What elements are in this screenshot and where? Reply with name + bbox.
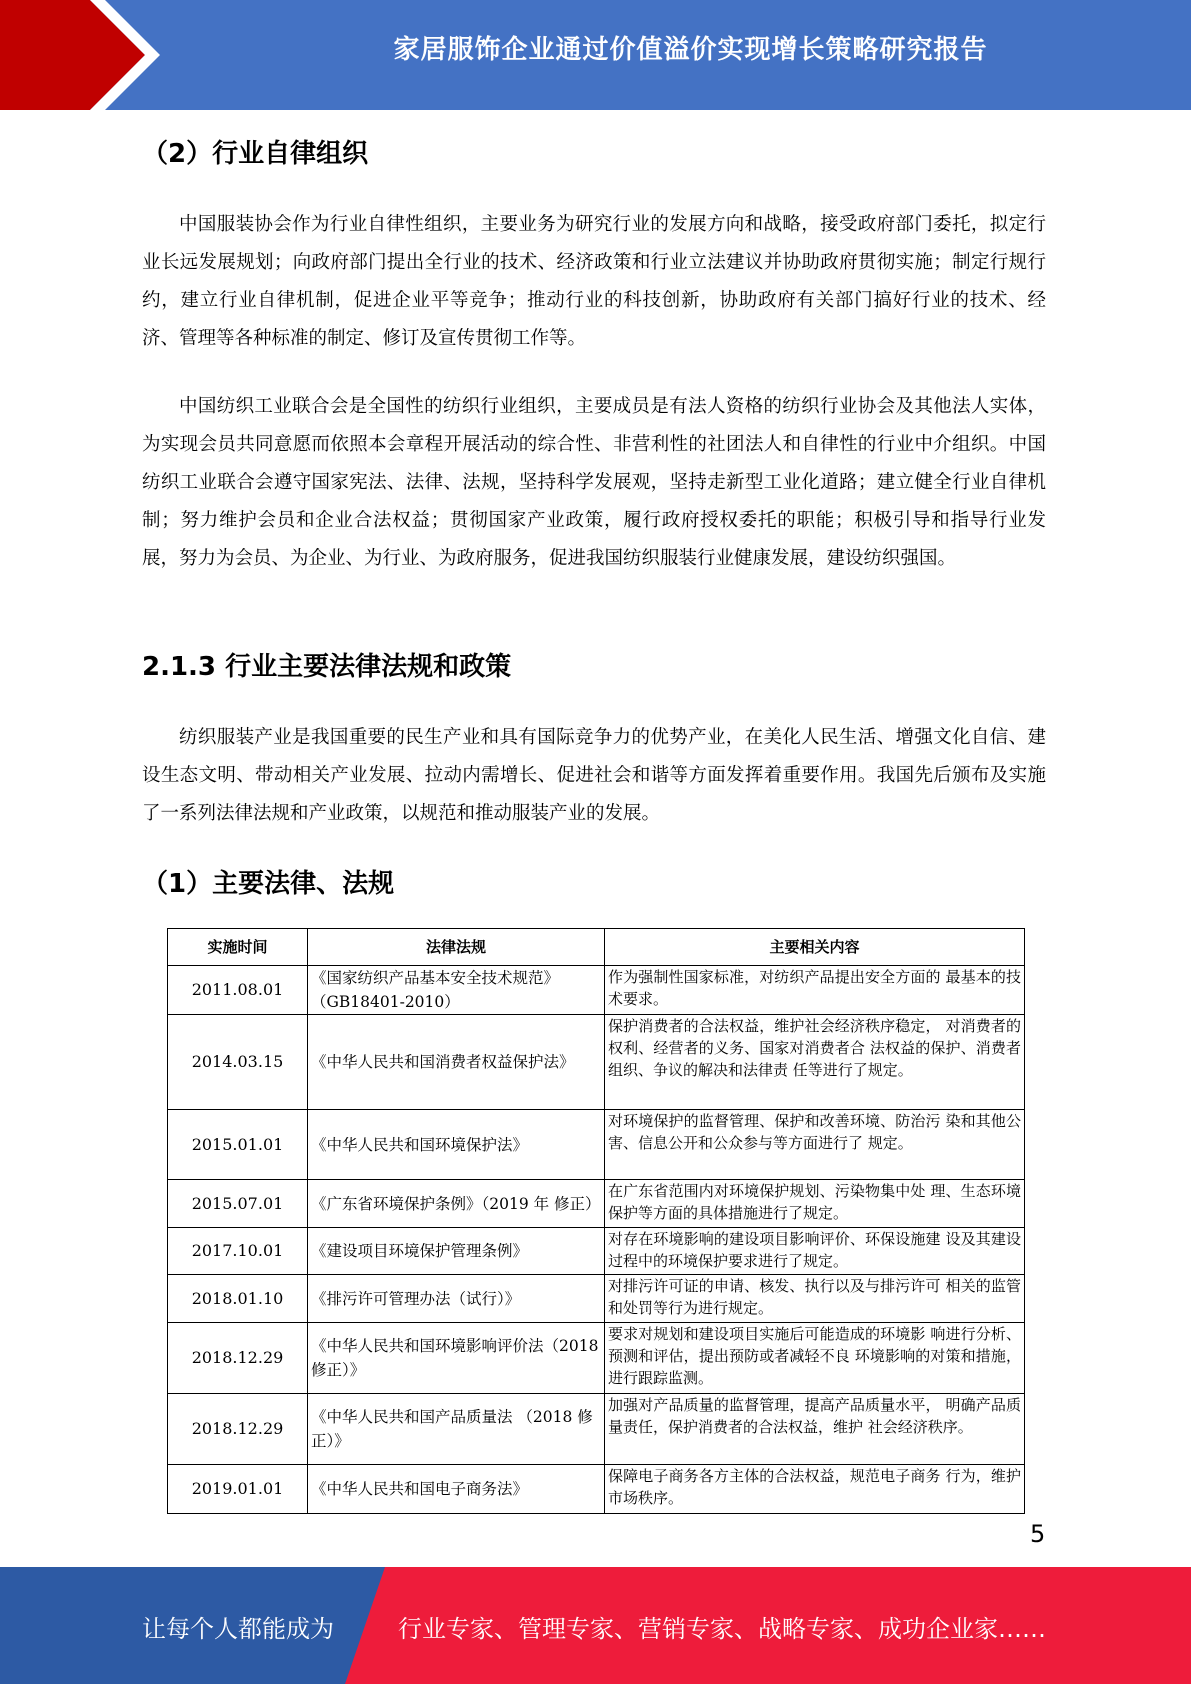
- column-header-date: 实施时间: [168, 929, 308, 966]
- row-date: 2018.01.10: [168, 1275, 308, 1323]
- row-law: 《中华人民共和国产品质量法 （2018 修正）》: [308, 1394, 605, 1465]
- row-content: 保护消费者的合法权益，维护社会经济秩序稳定， 对消费者的权利、经营者的义务、国家对消费者合 法权益的保护、消费者组织、争议的解决和法律责 任等进行了规定。: [605, 1015, 1025, 1110]
- row-content: 对排污许可证的申请、核发、执行以及与排污许可 相关的监管和处罚等行为进行规定。: [605, 1275, 1025, 1323]
- row-content: 作为强制性国家标准，对纺织产品提出安全方面的 最基本的技术要求。: [605, 966, 1025, 1015]
- row-content: 对存在环境影响的建设项目影响评价、环保设施建 设及其建设过程中的环境保护要求进行了规定。: [605, 1228, 1025, 1275]
- law-table: [167, 928, 1025, 1514]
- row-content: 加强对产品质量的监督管理，提高产品质量水平， 明确产品质量责任，保护消费者的合法权益，维护 社会经济秩序。: [605, 1394, 1025, 1465]
- table-row: [168, 1323, 1025, 1394]
- law-sub-heading: （1）主要法律、法规: [142, 869, 395, 899]
- row-date: 2018.12.29: [168, 1394, 308, 1465]
- table-header-row: [168, 929, 1025, 966]
- table-row: [168, 1110, 1025, 1180]
- row-date: 2018.12.29: [168, 1323, 308, 1394]
- row-law: 《国家纺织产品基本安全技术规范》（GB18401-2010）: [308, 966, 605, 1015]
- law-section-heading: 2.1.3 行业主要法律法规和政策: [142, 652, 512, 682]
- table-row: [168, 1394, 1025, 1465]
- table-row: [168, 966, 1025, 1015]
- row-date: 2015.01.01: [168, 1110, 308, 1180]
- footer-slogan-left: 让每个人都能成为: [142, 1615, 334, 1643]
- row-law: 《中华人民共和国电子商务法》: [308, 1465, 605, 1514]
- column-header-content: 主要相关内容: [605, 929, 1025, 966]
- column-header-law: 法律法规: [308, 929, 605, 966]
- org-paragraph-1: 中国服装协会作为行业自律性组织，主要业务为研究行业的发展方向和战略，接受政府部门委托，拟定行业长远发展规划；向政府部门提出全行业的技术、经济政策和行业立法建议并协助政府贯彻实施；制定行规行约，建立行业自律机制，促进企业平等竞争；推动行业的科技创新，协助政府有关部门搞好行业的技术、经济、管理等各种标准的制定、修订及宣传贯彻工作等。: [142, 214, 1046, 349]
- row-date: 2014.03.15: [168, 1015, 308, 1110]
- table-row: [168, 1465, 1025, 1514]
- table-row: [168, 1015, 1025, 1110]
- row-content: 要求对规划和建设项目实施后可能造成的环境影 响进行分析、预测和评估，提出预防或者减轻不良 环境影响的对策和措施，进行跟踪监测。: [605, 1323, 1025, 1394]
- row-law: 《广东省环境保护条例》（2019 年 修正）: [308, 1180, 605, 1228]
- table-row: [168, 1180, 1025, 1228]
- row-law: 《中华人民共和国环境保护法》: [308, 1110, 605, 1180]
- table-row: [168, 1228, 1025, 1275]
- report-title: 家居服饰企业通过价值溢价实现增长策略研究报告: [393, 35, 988, 65]
- law-intro-paragraph: 纺织服装产业是我国重要的民生产业和具有国际竞争力的优势产业，在美化人民生活、增强文化自信、建设生态文明、带动相关产业发展、拉动内需增长、促进社会和谐等方面发挥着重要作用。我国先后颁布及实施了一系列法律法规和产业政策，以规范和推动服装产业的发展。: [142, 727, 1046, 824]
- row-date: 2015.07.01: [168, 1180, 308, 1228]
- footer-slogan-right: 行业专家、管理专家、营销专家、战略专家、成功企业家……: [398, 1615, 1046, 1643]
- row-law: 《中华人民共和国环境影响评价法（2018 修正）》: [308, 1323, 605, 1394]
- org-heading: （2）行业自律组织: [142, 139, 369, 169]
- row-content: 在广东省范围内对环境保护规划、污染物集中处 理、生态环境保护等方面的具体措施进行了规定。: [605, 1180, 1025, 1228]
- row-content: 保障电子商务各方主体的合法权益，规范电子商务 行为，维护市场秩序。: [605, 1465, 1025, 1514]
- header-banner: [0, 0, 1191, 110]
- page-number: 5: [1030, 1520, 1046, 1548]
- footer-banner: [0, 1567, 1191, 1684]
- table-row: [168, 1275, 1025, 1323]
- row-date: 2019.01.01: [168, 1465, 308, 1514]
- row-law: 《建设项目环境保护管理条例》: [308, 1228, 605, 1275]
- row-content: 对环境保护的监督管理、保护和改善环境、防治污 染和其他公害、信息公开和公众参与等方面进行了 规定。: [605, 1110, 1025, 1180]
- row-date: 2011.08.01: [168, 966, 308, 1015]
- row-law: 《排污许可管理办法（试行）》: [308, 1275, 605, 1323]
- row-law: 《中华人民共和国消费者权益保护法》: [308, 1015, 605, 1110]
- row-date: 2017.10.01: [168, 1228, 308, 1275]
- org-paragraph-2: 中国纺织工业联合会是全国性的纺织行业组织，主要成员是有法人资格的纺织行业协会及其他法人实体，为实现会员共同意愿而依照本会章程开展活动的综合性、非营利性的社团法人和自律性的行业中介组织。中国纺织工业联合会遵守国家宪法、法律、法规，坚持科学发展观，坚持走新型工业化道路；建立健全行业自律机制；努力维护会员和企业合法权益；贯彻国家产业政策，履行政府授权委托的职能；积极引导和指导行业发展，努力为会员、为企业、为行业、为政府服务，促进我国纺织服装行业健康发展，建设纺织强国。: [142, 396, 1046, 569]
